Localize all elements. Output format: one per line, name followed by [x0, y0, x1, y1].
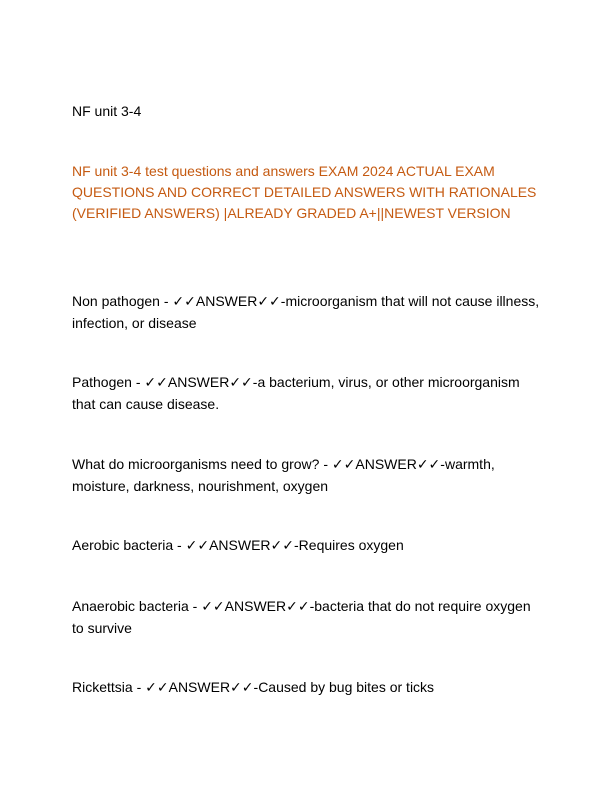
qa-item: Aerobic bacteria - ✓✓ANSWER✓✓-Requires oxygen	[72, 537, 404, 553]
qa-term: Aerobic bacteria	[72, 537, 174, 553]
qa-answer: microorganism that will not cause illness, infection, or disease	[72, 293, 540, 331]
qa-item: Pathogen - ✓✓ANSWER✓✓-a bacterium, virus, or other microorganism that can cause disease.	[72, 374, 520, 412]
qa-term: Anaerobic bacteria	[72, 598, 189, 614]
qa-item: Non pathogen - ✓✓ANSWER✓✓-microorganism that will not cause illness, infection, or disease	[72, 293, 540, 331]
qa-answer: a bacterium, virus, or other microorganism that can cause disease.	[72, 374, 520, 412]
qa-term: What do microorganisms need to grow?	[72, 456, 320, 472]
answer-marker: ✓✓ANSWER✓✓	[145, 679, 254, 695]
qa-answer: Caused by bug bites or ticks	[258, 679, 435, 695]
document-subtitle: NF unit 3-4 test questions and answers EXAM 2024 ACTUAL EXAM QUESTIONS AND CORRECT DETAILED ANSWERS WITH RATIONALES (VERIFIED ANSWERS) |ALREADY GRADED A+||NEWEST VERSION	[72, 163, 537, 221]
qa-answer: Requires oxygen	[298, 537, 404, 553]
qa-item: Rickettsia - ✓✓ANSWER✓✓-Caused by bug bites or ticks	[72, 679, 435, 695]
qa-item: What do microorganisms need to grow? - ✓✓ANSWER✓✓-warmth, moisture, darkness, nourishment, oxygen	[72, 456, 495, 494]
qa-answer: bacteria that do not require oxygen to survive	[72, 598, 531, 636]
qa-answer: warmth, moisture, darkness, nourishment, oxygen	[72, 456, 495, 494]
qa-term: Pathogen	[72, 374, 132, 390]
qa-term: Rickettsia	[72, 679, 133, 695]
answer-marker: ✓✓ANSWER✓✓	[331, 456, 441, 472]
qa-item: Anaerobic bacteria - ✓✓ANSWER✓✓-bacteria that do not require oxygen to survive	[72, 598, 531, 636]
answer-marker: ✓✓ANSWER✓✓	[172, 293, 281, 309]
answer-marker: ✓✓ANSWER✓✓	[201, 598, 310, 614]
qa-term: Non pathogen	[72, 293, 160, 309]
document-title: NF unit 3-4	[72, 103, 142, 119]
answer-marker: ✓✓ANSWER✓✓	[144, 374, 253, 390]
answer-marker: ✓✓ANSWER✓✓	[185, 537, 294, 553]
